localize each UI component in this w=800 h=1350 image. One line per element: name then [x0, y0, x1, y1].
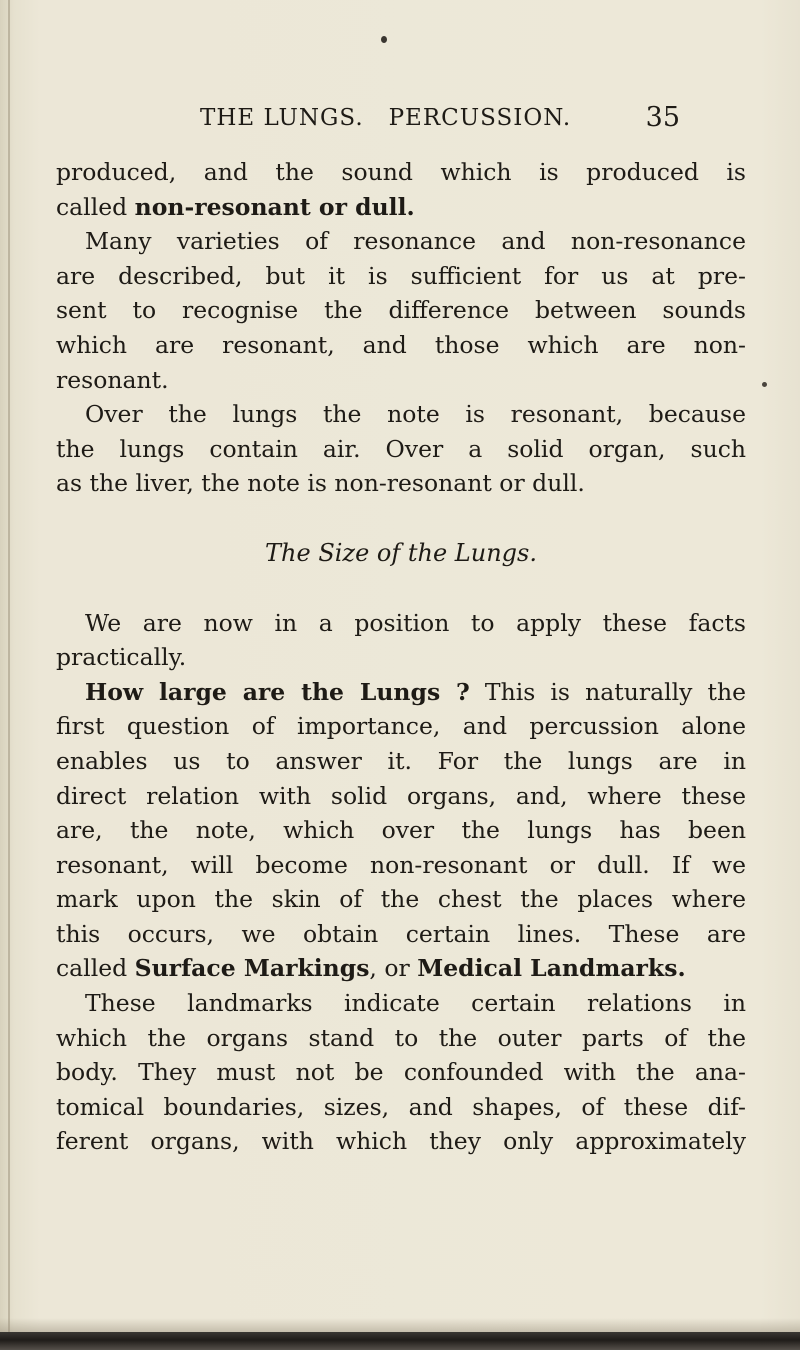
- body-line: are described, but it is sufficient for us at pre-: [56, 261, 746, 290]
- body-text: This is naturally the: [469, 677, 746, 706]
- margin-ink-dot: [762, 382, 767, 387]
- body-line: the lungs contain air. Over a solid organ, such: [56, 434, 746, 463]
- body-line: [56, 951, 746, 986]
- bold-term: How large are the Lungs ?: [85, 677, 470, 706]
- body-text: , or: [369, 954, 418, 983]
- bold-term: Surface Markings: [134, 954, 370, 983]
- body-line: as the liver, the note is non-resonant or dull.: [56, 469, 585, 498]
- bold-term: non-resonant or dull.: [134, 192, 415, 221]
- running-title: THE LUNGS. PERCUSSION.: [200, 105, 572, 131]
- body-line: Many varieties of resonance and non-resonance: [85, 227, 746, 256]
- body-line: sent to recognise the difference between sounds: [56, 296, 746, 325]
- body-line: We are now in a position to apply these facts: [85, 608, 746, 637]
- body-text: called: [56, 192, 135, 221]
- body-line: which the organs stand to the outer parts of the: [56, 1023, 746, 1052]
- body-line: [56, 190, 746, 225]
- page-number: 35: [645, 102, 680, 133]
- body-line: enables us to answer it. For the lungs are in: [56, 746, 746, 775]
- body-line: are, the note, which over the lungs has been: [56, 816, 746, 845]
- page-bottom-edge: [0, 1332, 800, 1350]
- running-header: [200, 100, 680, 136]
- section-heading: The Size of the Lungs.: [265, 538, 537, 567]
- body-line: ferent organs, with which they only approximately: [56, 1127, 746, 1156]
- binding-gutter: [8, 0, 10, 1350]
- body-text: called: [56, 954, 135, 983]
- body-line: which are resonant, and those which are non-: [56, 330, 746, 359]
- body-line: body. They must not be confounded with the ana-: [56, 1058, 746, 1087]
- body-line: Over the lungs the note is resonant, because: [85, 400, 746, 429]
- body-line: tomical boundaries, sizes, and shapes, of these dif-: [56, 1092, 746, 1121]
- bold-term: Medical Landmarks.: [417, 954, 686, 983]
- page-body: [56, 155, 746, 1159]
- body-line: first question of importance, and percussion alone: [56, 712, 746, 741]
- top-ink-dot: [381, 36, 387, 43]
- body-line: resonant.: [56, 365, 169, 394]
- body-line: practically.: [56, 643, 187, 672]
- body-line: resonant, will become non-resonant or dull. If we: [56, 850, 746, 879]
- body-line: [56, 675, 746, 710]
- body-line: These landmarks indicate certain relations in: [85, 989, 746, 1018]
- body-line: this occurs, we obtain certain lines. These are: [56, 919, 746, 948]
- page-bottom-shadow: [0, 1318, 800, 1332]
- body-line: direct relation with solid organs, and, where these: [56, 781, 746, 810]
- body-line: produced, and the sound which is produced is: [56, 158, 746, 186]
- body-line: mark upon the skin of the chest the places where: [56, 885, 746, 914]
